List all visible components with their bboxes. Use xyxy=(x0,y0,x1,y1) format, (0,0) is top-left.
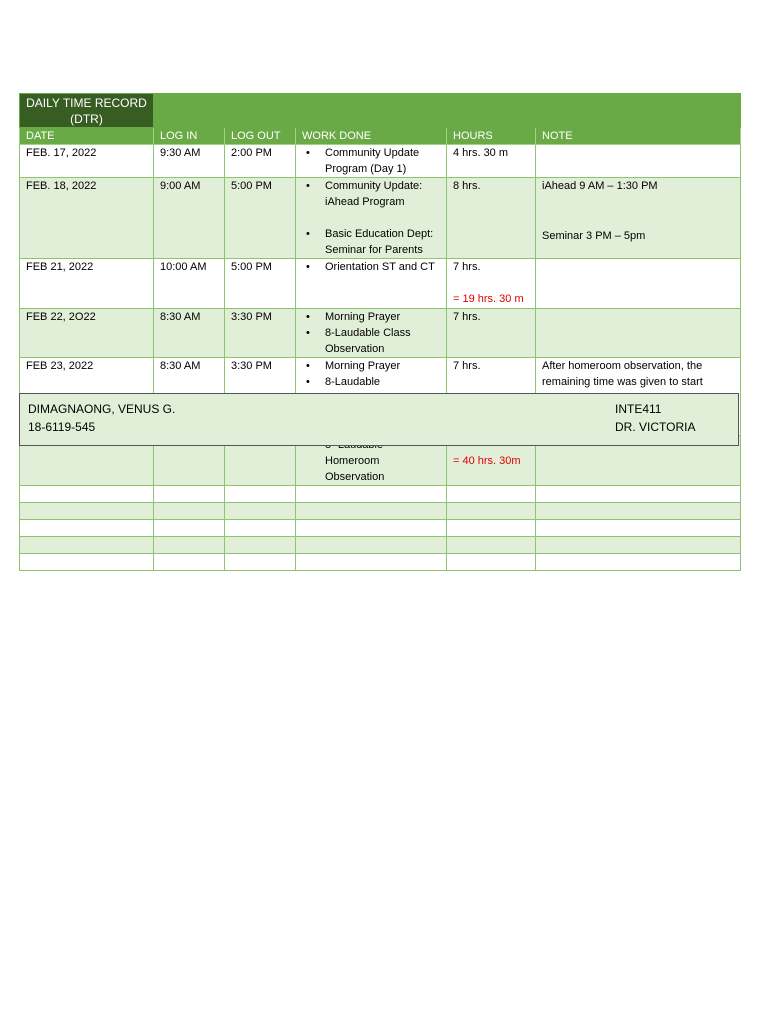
table-row xyxy=(20,554,741,571)
cell-log-in: 9:00 AM xyxy=(154,178,225,259)
title-row xyxy=(20,94,741,128)
table-row xyxy=(20,178,741,259)
running-total: = 40 hrs. 30m xyxy=(453,455,521,467)
cell-work-done xyxy=(296,309,447,358)
note-line: Seminar 3 PM – 5pm xyxy=(542,230,646,242)
table-row xyxy=(20,503,741,520)
hours-value: 7 hrs. xyxy=(453,261,481,273)
table-row xyxy=(20,520,741,537)
cell-note xyxy=(536,259,741,309)
cell-note xyxy=(536,178,741,259)
student-id: 18-6119-545 xyxy=(28,420,96,434)
table-row xyxy=(20,486,741,503)
col-log-in: LOG IN xyxy=(154,128,225,145)
cell-hours xyxy=(447,259,536,309)
student-name: DIMAGNAONG, VENUS G. xyxy=(28,402,176,416)
work-item: • 8-Laudable xyxy=(302,374,440,390)
cell-date: FEB 23, 2022 xyxy=(20,358,154,436)
col-work-done: WORK DONE xyxy=(296,128,447,145)
cell-work-done xyxy=(296,178,447,259)
col-hours: HOURS xyxy=(447,128,536,145)
work-item: • Morning Prayer xyxy=(302,358,440,374)
cell-date: FEB 21, 2022 xyxy=(20,259,154,309)
col-date: DATE xyxy=(20,128,154,145)
cell-date: FEB. 18, 2022 xyxy=(20,178,154,259)
work-item: • Homeroom Observation xyxy=(302,437,440,485)
cell-log-out: 2:00 PM xyxy=(225,145,296,178)
work-item: • Community Update: iAhead Program xyxy=(302,178,440,210)
cell-log-out: 3:30 PM xyxy=(225,309,296,358)
work-item: • Basic Education Dept: Seminar for Parents xyxy=(302,226,440,258)
work-item: • Orientation ST and CT xyxy=(302,259,440,275)
cell-log-out: 5:00 PM xyxy=(225,259,296,309)
cell-work-done xyxy=(296,259,447,309)
cell-note xyxy=(536,309,741,358)
cell-note xyxy=(536,145,741,178)
work-item: • Community Update Program (Day 1) xyxy=(302,145,440,177)
dtr-title: DAILY TIME RECORD (DTR) xyxy=(20,94,154,128)
cell-hours: 4 hrs. 30 m xyxy=(447,145,536,178)
cell-hours: 7 hrs. xyxy=(447,309,536,358)
title-band xyxy=(154,94,741,128)
running-total: = 19 hrs. 30 m xyxy=(453,293,524,305)
table-row xyxy=(20,537,741,554)
note-line: iAhead 9 AM – 1:30 PM xyxy=(542,180,658,192)
cell-log-in: 10:00 AM xyxy=(154,259,225,309)
table-row xyxy=(20,309,741,358)
cell-log-in: 9:30 AM xyxy=(154,145,225,178)
cell-log-out: 3:30 PM xyxy=(225,358,296,436)
student-info-box xyxy=(19,393,739,446)
work-item: • Morning Prayer xyxy=(302,309,440,325)
work-item: • 8-Laudable Class Observation xyxy=(302,325,440,357)
table-row xyxy=(20,145,741,178)
col-note: NOTE xyxy=(536,128,741,145)
cell-date: FEB. 17, 2022 xyxy=(20,145,154,178)
dtr-table xyxy=(19,93,741,571)
col-log-out: LOG OUT xyxy=(225,128,296,145)
course-code: INTE411 xyxy=(615,402,662,416)
cell-log-out: 5:00 PM xyxy=(225,178,296,259)
cell-hours: 8 hrs. xyxy=(447,178,536,259)
table-row xyxy=(20,259,741,309)
cell-hours: 7 hrs. xyxy=(447,358,536,436)
cell-work-done xyxy=(296,145,447,178)
header-row xyxy=(20,128,741,145)
cell-log-in: 8:30 AM xyxy=(154,309,225,358)
cell-log-in: 8:30 AM xyxy=(154,358,225,436)
cell-date: FEB 22, 2O22 xyxy=(20,309,154,358)
instructor-name: DR. VICTORIA xyxy=(615,420,696,434)
cell-note: After homeroom observation, the remaining time was given to start xyxy=(536,358,741,436)
